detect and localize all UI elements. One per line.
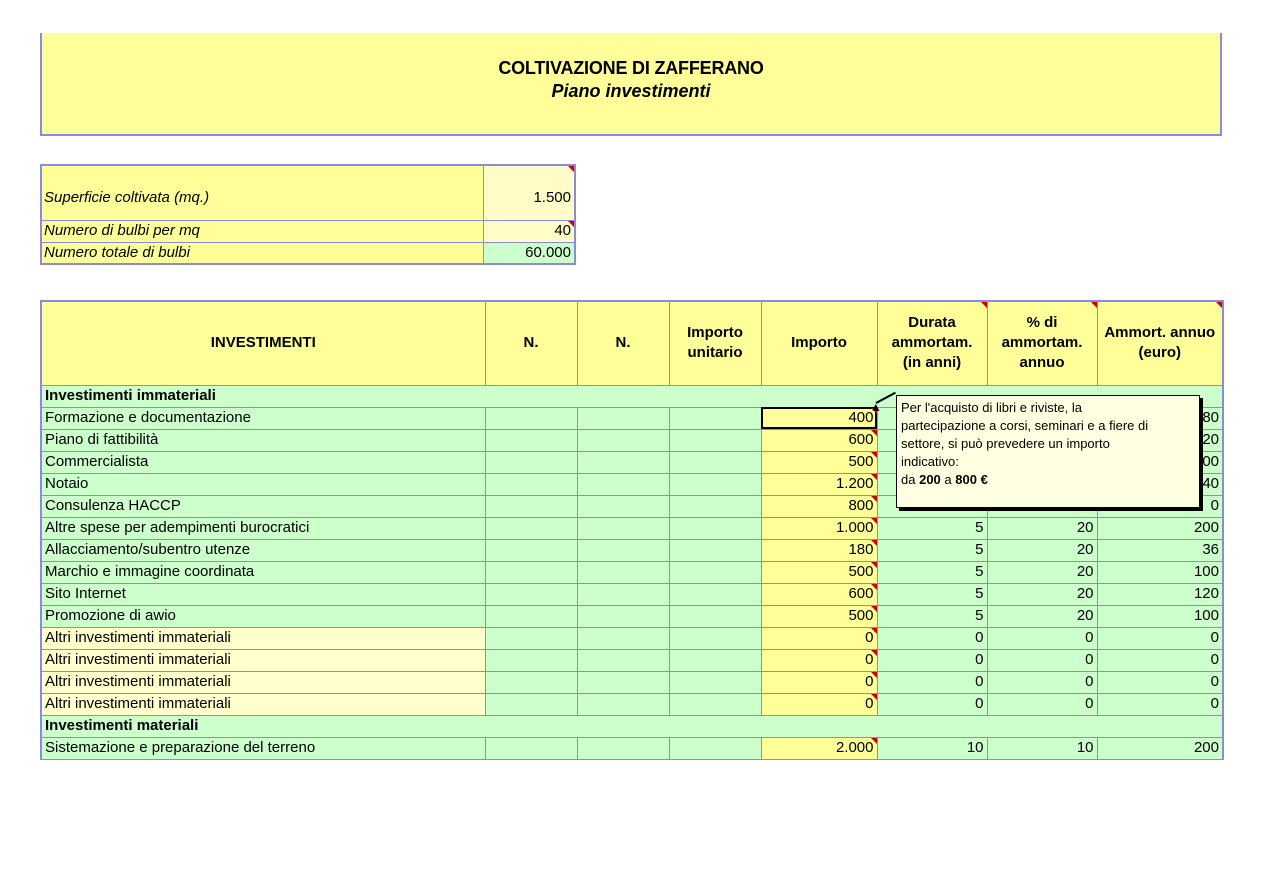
comment-marker-icon <box>871 628 877 634</box>
table-row <box>41 737 1223 759</box>
header-importo[interactable]: Importo <box>761 301 877 385</box>
cell-durata[interactable]: 5 <box>877 517 987 539</box>
section-label[interactable]: Investimenti immateriali <box>41 385 1223 407</box>
cell-n2[interactable] <box>577 737 669 759</box>
cell-bulbi-totali[interactable]: 60.000 <box>484 243 576 263</box>
cell-ammort[interactable]: 100 <box>1097 605 1223 627</box>
header-durata[interactable]: Durata ammortam. (in anni) <box>877 301 987 385</box>
cell-importo-unitario[interactable] <box>669 429 761 451</box>
row-label[interactable]: Altri investimenti immateriali <box>41 671 485 693</box>
comment-marker-icon <box>568 221 574 227</box>
cell-ammort[interactable]: 0 <box>1097 671 1223 693</box>
input-cell-superficie[interactable]: 1.500 <box>484 166 576 220</box>
row-label[interactable]: Sito Internet <box>41 583 485 605</box>
cell-perc[interactable]: 20 <box>987 605 1097 627</box>
cell-perc[interactable]: 10 <box>987 737 1097 759</box>
cell-n2[interactable] <box>577 627 669 649</box>
section-row-materiali <box>41 715 1223 737</box>
comment-marker-icon <box>1091 302 1097 308</box>
sheet-title: COLTIVAZIONE DI ZAFFERANO <box>498 58 764 78</box>
cell-n1[interactable] <box>485 451 577 473</box>
row-label[interactable]: Altri investimenti immateriali <box>41 693 485 715</box>
cell-n2[interactable] <box>577 473 669 495</box>
cell-durata[interactable]: 5 <box>877 561 987 583</box>
cell-importo-unitario[interactable] <box>669 649 761 671</box>
top-inputs-block <box>40 164 576 265</box>
header-importo-unitario[interactable]: Importo unitario <box>669 301 761 385</box>
input-row-superficie <box>40 164 576 221</box>
comment-marker-icon <box>871 474 877 480</box>
row-label[interactable]: Commercialista <box>41 451 485 473</box>
cell-durata[interactable]: 0 <box>877 627 987 649</box>
cell-importo-unitario[interactable] <box>669 671 761 693</box>
row-label[interactable]: Sistemazione e preparazione del terreno <box>41 737 485 759</box>
cell-ammort[interactable]: 0 <box>1097 693 1223 715</box>
cell-importo[interactable]: 600 <box>761 429 877 451</box>
cell-importo[interactable]: 2.000 <box>761 737 877 759</box>
cell-importo[interactable]: 1.200 <box>761 473 877 495</box>
comment-marker-icon <box>871 540 877 546</box>
comment-marker-icon <box>871 496 877 502</box>
title-banner <box>40 33 1222 136</box>
table-row <box>41 627 1223 649</box>
cell-ammort[interactable]: 00 <box>1097 451 1223 473</box>
cell-importo[interactable]: 600 <box>761 583 877 605</box>
cell-ammort[interactable]: 200 <box>1097 737 1223 759</box>
cell-n1[interactable] <box>485 429 577 451</box>
cell-n2[interactable] <box>577 605 669 627</box>
row-label[interactable]: Altre spese per adempimenti burocratici <box>41 517 485 539</box>
cell-importo[interactable]: 1.000 <box>761 517 877 539</box>
table-row <box>41 517 1223 539</box>
cell-n1[interactable] <box>485 539 577 561</box>
cell-perc[interactable]: 0 <box>987 627 1097 649</box>
cell-importo-unitario[interactable] <box>669 627 761 649</box>
cell-n1[interactable] <box>485 693 577 715</box>
cell-n2[interactable] <box>577 583 669 605</box>
cell-importo-unitario[interactable] <box>669 605 761 627</box>
cell-n2[interactable] <box>577 539 669 561</box>
cell-ammort[interactable]: 20 <box>1097 429 1223 451</box>
row-label[interactable]: Notaio <box>41 473 485 495</box>
cell-n2[interactable] <box>577 407 669 429</box>
cell-n2[interactable] <box>577 451 669 473</box>
cell-importo-unitario[interactable] <box>669 407 761 429</box>
header-perc[interactable]: % di ammortam. annuo <box>987 301 1097 385</box>
row-label[interactable]: Piano di fattibilità <box>41 429 485 451</box>
cell-n2[interactable] <box>577 649 669 671</box>
cell-importo[interactable]: 500 <box>761 561 877 583</box>
cell-perc[interactable]: 0 <box>987 693 1097 715</box>
cell-ammort[interactable]: 0 <box>1097 495 1223 517</box>
cell-ammort[interactable]: 100 <box>1097 561 1223 583</box>
comment-marker-icon <box>1216 302 1222 308</box>
cell-ammort[interactable]: 200 <box>1097 517 1223 539</box>
cell-importo[interactable]: 500 <box>761 605 877 627</box>
cell-n2[interactable] <box>577 671 669 693</box>
cell-importo[interactable]: 0 <box>761 671 877 693</box>
cell-n1[interactable] <box>485 627 577 649</box>
table-row <box>41 693 1223 715</box>
comment-marker-icon <box>871 650 877 656</box>
cell-importo-unitario[interactable] <box>669 583 761 605</box>
header-n1[interactable]: N. <box>485 301 577 385</box>
row-label[interactable]: Altri investimenti immateriali <box>41 649 485 671</box>
cell-durata[interactable]: 0 <box>877 671 987 693</box>
cell-perc[interactable]: 0 <box>987 649 1097 671</box>
cell-n1[interactable] <box>485 407 577 429</box>
cell-durata[interactable]: 5 <box>877 539 987 561</box>
cell-perc[interactable]: 20 <box>987 583 1097 605</box>
comment-marker-icon <box>871 562 877 568</box>
header-n2[interactable]: N. <box>577 301 669 385</box>
cell-n1[interactable] <box>485 561 577 583</box>
cell-ammort[interactable]: 0 <box>1097 627 1223 649</box>
header-row <box>41 301 1223 385</box>
header-investimenti[interactable]: INVESTIMENTI <box>41 301 485 385</box>
cell-importo-unitario[interactable] <box>669 693 761 715</box>
cell-perc[interactable]: 0 <box>987 671 1097 693</box>
input-row-bulbi-mq <box>40 221 576 243</box>
section-label[interactable]: Investimenti materiali <box>41 715 1223 737</box>
cell-ammort[interactable]: 36 <box>1097 539 1223 561</box>
cell-importo-unitario[interactable] <box>669 517 761 539</box>
cell-n2[interactable] <box>577 561 669 583</box>
cell-importo-unitario[interactable] <box>669 451 761 473</box>
cell-importo[interactable]: 400 <box>761 407 877 429</box>
cell-n1[interactable] <box>485 605 577 627</box>
table-row <box>41 561 1223 583</box>
cell-durata[interactable]: 0 <box>877 649 987 671</box>
cell-importo-unitario[interactable] <box>669 539 761 561</box>
input-label: Numero totale di bulbi <box>40 243 484 263</box>
cell-n1[interactable] <box>485 737 577 759</box>
cell-n1[interactable] <box>485 583 577 605</box>
cell-importo-unitario[interactable] <box>669 737 761 759</box>
comment-marker-icon <box>871 452 877 458</box>
cell-importo-unitario[interactable] <box>669 495 761 517</box>
cell-durata[interactable]: 10 <box>877 737 987 759</box>
comment-marker-icon <box>871 672 877 678</box>
cell-ammort[interactable]: 120 <box>1097 583 1223 605</box>
row-label[interactable]: Allacciamento/subentro utenze <box>41 539 485 561</box>
cell-importo[interactable]: 180 <box>761 539 877 561</box>
row-label[interactable]: Formazione e documentazione <box>41 407 485 429</box>
cell-perc[interactable]: 20 <box>987 561 1097 583</box>
cell-importo[interactable]: 0 <box>761 693 877 715</box>
cell-importo[interactable]: 0 <box>761 627 877 649</box>
table-row <box>41 671 1223 693</box>
cell-n2[interactable] <box>577 495 669 517</box>
row-label[interactable]: Promozione di awio <box>41 605 485 627</box>
comment-marker-icon <box>871 694 877 700</box>
cell-durata[interactable]: 5 <box>877 605 987 627</box>
cell-n1[interactable] <box>485 473 577 495</box>
input-label: Superficie coltivata (mq.) <box>40 166 484 220</box>
table-row <box>41 583 1223 605</box>
cell-importo[interactable]: 0 <box>761 649 877 671</box>
cell-ammort[interactable]: 0 <box>1097 649 1223 671</box>
cell-perc[interactable]: 20 <box>987 517 1097 539</box>
comment-marker-icon <box>871 430 877 436</box>
comment-marker-icon <box>871 518 877 524</box>
cell-n2[interactable] <box>577 429 669 451</box>
cell-ammort[interactable]: 40 <box>1097 473 1223 495</box>
comment-marker-icon <box>871 606 877 612</box>
cell-comment-tooltip: Per l'acquisto di libri e riviste, la partecipazione a corsi, seminari e a fiere di settore, si può prevedere un importo indicativo: da 200 a 800 € <box>896 395 1200 508</box>
cell-ammort[interactable]: 80 <box>1097 407 1223 429</box>
cell-n1[interactable] <box>485 495 577 517</box>
table-row <box>41 605 1223 627</box>
cell-n1[interactable] <box>485 649 577 671</box>
investimenti-table <box>40 300 1224 760</box>
cell-durata[interactable]: 5 <box>877 583 987 605</box>
cell-durata[interactable]: 0 <box>877 693 987 715</box>
sheet-subtitle: Piano investimenti <box>551 81 711 101</box>
input-cell-bulbi-mq[interactable]: 40 <box>484 221 576 242</box>
cell-importo[interactable]: 500 <box>761 451 877 473</box>
cell-importo[interactable]: 800 <box>761 495 877 517</box>
cell-importo-unitario[interactable] <box>669 561 761 583</box>
cell-n1[interactable] <box>485 517 577 539</box>
table-row <box>41 649 1223 671</box>
comment-marker-icon <box>981 302 987 308</box>
comment-marker-icon <box>871 738 877 744</box>
header-ammort[interactable]: Ammort. annuo (euro) <box>1097 301 1223 385</box>
comment-marker-icon <box>871 584 877 590</box>
input-row-bulbi-totali <box>40 243 576 265</box>
input-label: Numero di bulbi per mq <box>40 221 484 242</box>
cell-n1[interactable] <box>485 671 577 693</box>
cell-importo-unitario[interactable] <box>669 473 761 495</box>
comment-marker-icon <box>568 166 574 172</box>
cell-n2[interactable] <box>577 517 669 539</box>
cell-n2[interactable] <box>577 693 669 715</box>
cell-perc[interactable]: 20 <box>987 539 1097 561</box>
row-label[interactable]: Altri investimenti immateriali <box>41 627 485 649</box>
row-label[interactable]: Marchio e immagine coordinata <box>41 561 485 583</box>
row-label[interactable]: Consulenza HACCP <box>41 495 485 517</box>
table-row <box>41 539 1223 561</box>
